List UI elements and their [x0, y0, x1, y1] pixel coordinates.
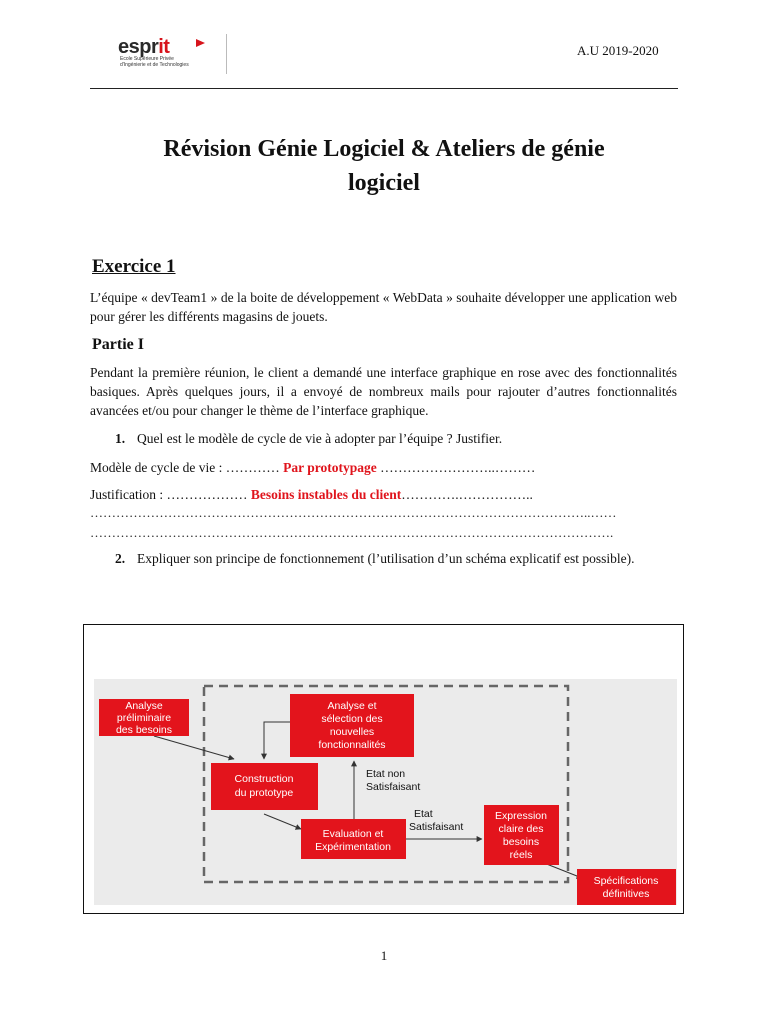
svg-text:préliminaire: préliminaire — [116, 712, 172, 724]
header-rule — [90, 88, 678, 89]
svg-text:Expression: Expression — [495, 810, 547, 822]
svg-text:Spécifications: Spécifications — [593, 875, 659, 887]
question-text: Expliquer son principe de fonctionnement (l’utilisation d’un schéma explicatif est possible). — [137, 551, 635, 566]
part-text: Pendant la première réunion, le client a demandé une interface graphique en rose avec des fonctionnalités basiques. Après quelques jours, il a envoyé de nombreux mails pour rajouter d’autres fonctionnalités avancées et/ou pour changer le thème de l’interface graphique. — [90, 365, 677, 418]
answer-justification: Besoins instables du client — [250, 487, 402, 502]
question-2 — [115, 549, 677, 568]
document-title: Révision Génie Logiciel & Ateliers de génie logiciel — [163, 136, 605, 196]
answer-justification-line: Justification : ……………… Besoins instables du client………….…………….. — [90, 487, 533, 502]
exercise-heading: Exercice 1 — [92, 256, 176, 277]
svg-text:Analyse et: Analyse et — [327, 700, 377, 712]
logo-divider — [226, 34, 227, 74]
dotted-line: …………………………………………………………………………………………………………. — [90, 525, 614, 540]
svg-text:sélection des: sélection des — [321, 713, 383, 725]
exercise-intro: L’équipe « devTeam1 » de la boite de développement « WebData » souhaite développer une application web pour gérer les différents magasins de jouets. — [90, 290, 677, 324]
svg-text:besoins: besoins — [502, 836, 540, 848]
box-analyse-selection — [290, 694, 414, 757]
question-number: 2. — [115, 551, 126, 566]
svg-text:du prototype: du prototype — [234, 787, 294, 799]
box-specifications — [577, 869, 676, 905]
logo-subtitle: Ecole Supérieure Privée d'Ingénierie et de Technologies — [120, 56, 189, 68]
svg-text:définitives: définitives — [602, 888, 650, 900]
figure-frame — [83, 624, 684, 914]
box-evaluation — [301, 819, 406, 859]
logo-wordmark: esprit — [118, 36, 170, 58]
question-1 — [115, 429, 677, 448]
svg-text:Expérimentation: Expérimentation — [315, 841, 391, 853]
svg-text:Satisfaisant: Satisfaisant — [409, 821, 464, 833]
svg-text:claire des: claire des — [498, 823, 544, 835]
svg-text:Analyse: Analyse — [125, 700, 163, 712]
svg-text:Etat: Etat — [414, 808, 433, 820]
box-expression-besoins — [484, 805, 559, 865]
box-analyse-preliminaire — [99, 699, 189, 736]
svg-text:Satisfaisant: Satisfaisant — [366, 781, 421, 793]
part-heading: Partie I — [92, 336, 144, 353]
box-construction-prototype — [211, 763, 318, 810]
svg-text:Construction: Construction — [234, 773, 294, 785]
answer-model-line: Modèle de cycle de vie : ………… Par prototypage ……………………..……… — [90, 460, 536, 475]
question-text: Quel est le modèle de cycle de vie à adopter par l’équipe ? Justifier. — [137, 431, 503, 446]
svg-text:Etat non: Etat non — [366, 768, 406, 780]
question-number: 1. — [115, 431, 126, 446]
prototyping-diagram — [94, 679, 677, 905]
academic-year: A.U 2019-2020 — [577, 43, 659, 58]
svg-text:réels: réels — [509, 849, 533, 861]
svg-text:nouvelles: nouvelles — [329, 726, 375, 738]
logo-flag-icon — [196, 39, 205, 47]
svg-text:Evaluation et: Evaluation et — [322, 828, 384, 840]
page-number: 1 — [380, 948, 388, 963]
svg-text:des besoins: des besoins — [115, 724, 173, 736]
dotted-line: ……………………………………………………………………………………………………..…… — [90, 505, 617, 520]
svg-text:fonctionnalités: fonctionnalités — [318, 739, 386, 751]
esprit-logo — [118, 36, 228, 78]
answer-model: Par prototypage — [283, 460, 377, 475]
